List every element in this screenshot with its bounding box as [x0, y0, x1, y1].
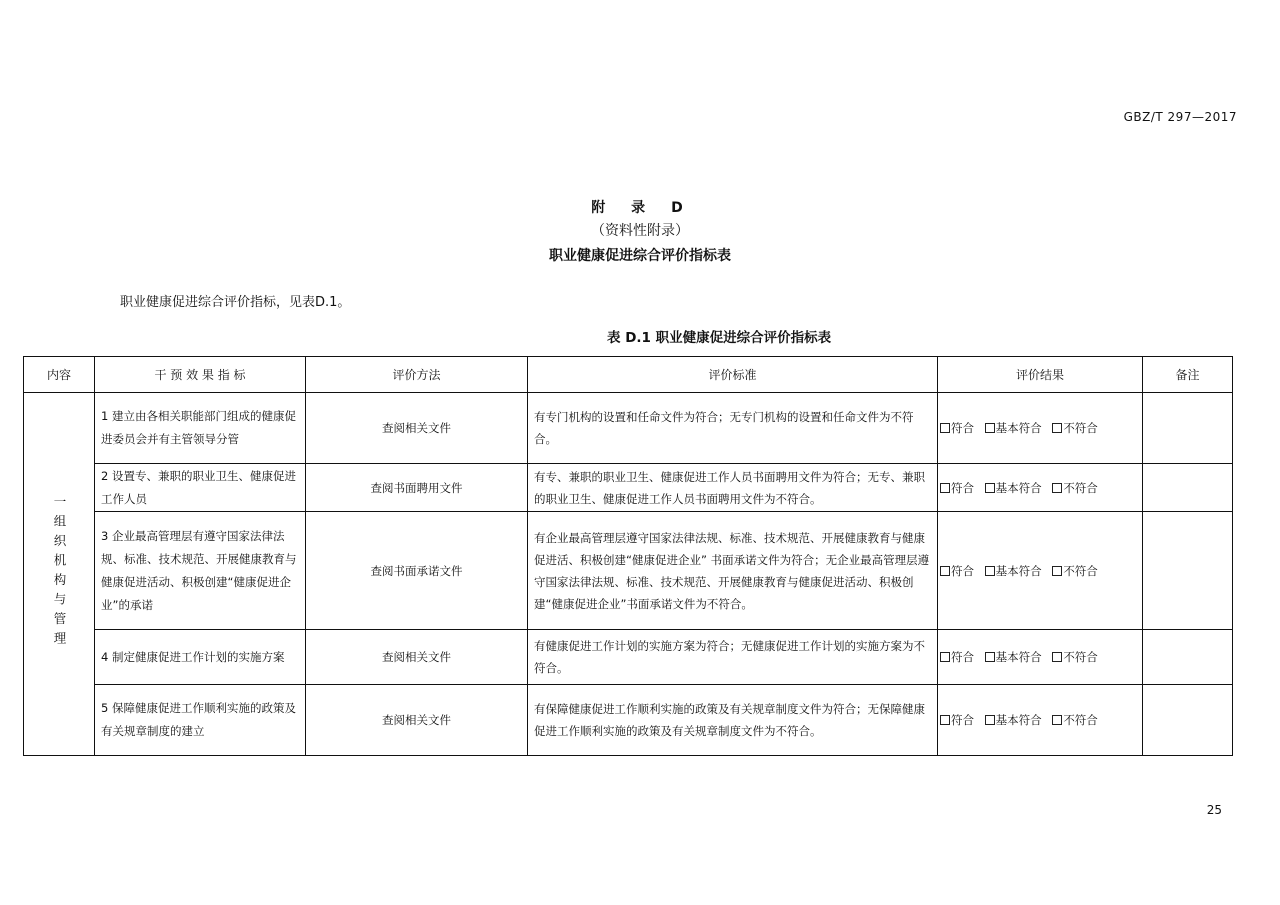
- header-remark: 备注: [1143, 357, 1233, 393]
- method-cell: 查阅相关文件: [306, 393, 528, 464]
- remark-cell: [1143, 393, 1233, 464]
- result-cell[interactable]: [938, 630, 1143, 685]
- table-row: [24, 393, 1233, 464]
- category-cell: [24, 393, 95, 756]
- method-cell: 查阅相关文件: [306, 685, 528, 756]
- remark-cell: [1143, 512, 1233, 630]
- indicator-cell: 2 设置专、兼职的职业卫生、健康促进工作人员: [95, 464, 306, 512]
- option-label: 符合: [951, 563, 974, 578]
- method-cell: 查阅书面承诺文件: [306, 512, 528, 630]
- intro-paragraph: 职业健康促进综合评价指标，见表D.1。: [120, 295, 351, 310]
- standard-cell: 有专门机构的设置和任命文件为符合；无专门机构的设置和任命文件为不符合。: [528, 393, 938, 464]
- option-label: 不符合: [1063, 480, 1098, 495]
- option-label: 不符合: [1063, 650, 1098, 664]
- method-cell: 查阅相关文件: [306, 630, 528, 685]
- option-label: 符合: [951, 480, 974, 495]
- checkbox-icon[interactable]: [1052, 566, 1062, 576]
- option-label: 符合: [951, 650, 974, 664]
- checkbox-icon[interactable]: [1052, 652, 1062, 662]
- table-row: [24, 630, 1233, 685]
- table-row: [24, 512, 1233, 630]
- option-label: 不符合: [1063, 713, 1098, 727]
- option-label: 基本符合: [995, 650, 1042, 664]
- appendix-name: 职业健康促进综合评价指标表: [549, 248, 731, 264]
- indicator-cell: 5 保障健康促进工作顺利实施的政策及有关规章制度的建立: [95, 685, 306, 756]
- standard-cell: 有企业最高管理层遵守国家法律法规、标准、技术规范、开展健康教育与健康促进活、积极创建“健康促进企业” 书面承诺文件为符合；无企业最高管理层遵守国家法律法规、标准、技术规范、开展健康教育与健康促进活动、积极创建“健康促进企业”书面承诺文件为不符合。: [528, 512, 938, 630]
- method-cell: 查阅书面聘用文件: [306, 464, 528, 512]
- option-label: 符合: [951, 713, 974, 727]
- result-cell[interactable]: [938, 685, 1143, 756]
- checkbox-icon[interactable]: [1052, 483, 1062, 493]
- option-label: 符合: [951, 421, 974, 435]
- indicator-cell: 1 建立由各相关职能部门组成的健康促进委员会并有主管领导分管: [95, 393, 306, 464]
- table-header-row: [24, 357, 1233, 393]
- checkbox-icon[interactable]: [985, 423, 995, 433]
- checkbox-icon[interactable]: [985, 483, 995, 493]
- result-cell[interactable]: [938, 464, 1143, 512]
- checkbox-icon[interactable]: [985, 715, 995, 725]
- remark-cell: [1143, 630, 1233, 685]
- checkbox-icon[interactable]: [1052, 715, 1062, 725]
- checkbox-icon[interactable]: [940, 652, 950, 662]
- indicator-cell: 3 企业最高管理层有遵守国家法律法规、标准、技术规范、开展健康教育与健康促进活动、积极创建“健康促进企业”的承诺: [95, 512, 306, 630]
- standard-cell: 有健康促进工作计划的实施方案为符合；无健康促进工作计划的实施方案为不符合。: [528, 630, 938, 685]
- header-result: 评价结果: [938, 357, 1143, 393]
- option-label: 基本符合: [995, 713, 1042, 727]
- appendix-title: 附 录 D: [591, 200, 689, 216]
- option-label: 基本符合: [995, 421, 1042, 435]
- standard-cell: 有保障健康促进工作顺利实施的政策及有关规章制度文件为符合；无保障健康促进工作顺利实施的政策及有关规章制度文件为不符合。: [528, 685, 938, 756]
- page-number: 25: [1206, 803, 1222, 817]
- checkbox-icon[interactable]: [985, 566, 995, 576]
- standard-cell: 有专、兼职的职业卫生、健康促进工作人员书面聘用文件为符合；无专、兼职的职业卫生、健康促进工作人员书面聘用文件为不符合。: [528, 464, 938, 512]
- checkbox-icon[interactable]: [940, 566, 950, 576]
- header-method: 评价方法: [306, 357, 528, 393]
- appendix-subtitle: （资料性附录）: [591, 223, 689, 239]
- evaluation-table: [23, 356, 1233, 756]
- table-row: [24, 685, 1233, 756]
- header-indicator: 干 预 效 果 指 标: [95, 357, 306, 393]
- result-cell[interactable]: [938, 393, 1143, 464]
- category-label: 一组织机构与管理: [52, 494, 67, 651]
- option-label: 基本符合: [995, 563, 1042, 578]
- result-cell[interactable]: [938, 512, 1143, 630]
- remark-cell: [1143, 685, 1233, 756]
- standard-code: GBZ/T 297—2017: [1123, 110, 1237, 124]
- table-row: [24, 464, 1233, 512]
- checkbox-icon[interactable]: [940, 483, 950, 493]
- option-label: 不符合: [1063, 563, 1098, 578]
- checkbox-icon[interactable]: [940, 715, 950, 725]
- remark-cell: [1143, 464, 1233, 512]
- table-caption: 表 D.1 职业健康促进综合评价指标表: [607, 330, 832, 346]
- option-label: 不符合: [1063, 421, 1098, 435]
- checkbox-icon[interactable]: [940, 423, 950, 433]
- indicator-cell: 4 制定健康促进工作计划的实施方案: [95, 630, 306, 685]
- option-label: 基本符合: [995, 480, 1042, 495]
- header-content: 内容: [24, 357, 95, 393]
- checkbox-icon[interactable]: [985, 652, 995, 662]
- header-standard: 评价标准: [528, 357, 938, 393]
- checkbox-icon[interactable]: [1052, 423, 1062, 433]
